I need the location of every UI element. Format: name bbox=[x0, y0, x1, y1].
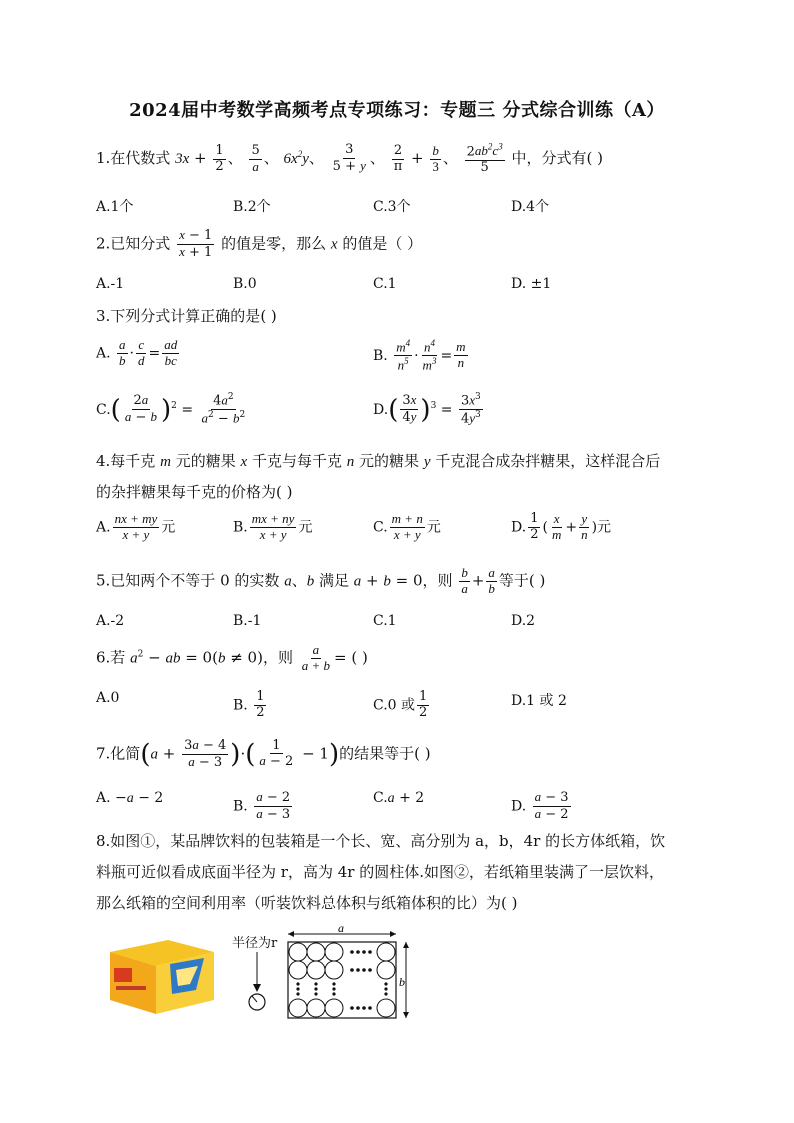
question-4-options bbox=[96, 512, 696, 548]
option-b[interactable]: B. $\frac{1}{2}$ bbox=[233, 689, 265, 720]
label-b: b bbox=[399, 975, 405, 989]
option-b[interactable]: B.-1 bbox=[233, 613, 262, 629]
option-a[interactable]: A.0 bbox=[96, 690, 120, 706]
option-c[interactable]: C.a + 2 bbox=[373, 790, 425, 806]
option-a[interactable]: A.-1 bbox=[96, 276, 125, 292]
question-3-options-ab bbox=[96, 338, 696, 378]
option-b[interactable]: B. $\frac{m^4}{n^5}$ · $\frac{n^4}{m^3}$ = $\frac{m}{n}$ bbox=[373, 338, 466, 373]
question-7-options bbox=[96, 790, 696, 826]
option-a[interactable]: A. −a − 2 bbox=[96, 790, 164, 806]
question-5: 5.已知两个不等于 0 的实数 a、b 满足 a + b = 0，则 $\frac{b}{a}$ + $\frac{a}{b}$ 等于( ) bbox=[96, 565, 546, 596]
option-d[interactable]: D. $\frac{1}{2}$ ( $\frac{x}{m}$ + $\frac{y}{n}$ )元 bbox=[511, 511, 612, 542]
question-2: 2.已知分式 $\frac{x - 1}{x + 1}$ 的值是零，那么 x 的值是（ ） bbox=[96, 227, 423, 260]
option-c[interactable]: C.( $\frac{2a}{a - b}$ )$^2$ = $\frac{4a^2}{a^2 - b^2}$ bbox=[96, 392, 246, 427]
question-8-line-2: 料瓶可近似看成底面半径为 r，高为 4r 的圆柱体.如图②，若纸箱里装满了一层饮料， bbox=[96, 863, 664, 881]
label-a: a bbox=[338, 924, 344, 935]
option-a[interactable]: A.-2 bbox=[96, 613, 125, 629]
question-7: 7.化简(a + $\frac{3a - 4}{a - 3}$ )·( $\frac{1}{a - 2}$ − 1)的结果等于( ) bbox=[96, 737, 431, 770]
radius-circle-figure bbox=[240, 950, 272, 1014]
option-b[interactable]: B.0 bbox=[233, 276, 257, 292]
option-d[interactable]: D.( $\frac{3x}{4y}$ )$^3$ = $\frac{3x^3}{4y^3}$ bbox=[373, 392, 481, 427]
option-c[interactable]: C.1 bbox=[373, 613, 397, 629]
question-1: 1.在代数式 3x + $\frac{1}{2}$ 、 $\frac{5}{a}$ 、 $6x^2y$、 $\frac{3}{5 + y}$ 、 $\frac{2}{\pi}$ + $\frac{b}{3}$ 、 $\frac{2ab^2c^3}{5}$ 中，分式有( ) bbox=[96, 142, 603, 176]
option-b[interactable]: B.2个 bbox=[233, 199, 271, 215]
option-b[interactable]: B. $\frac{mx + ny}{x + y}$ 元 bbox=[233, 511, 313, 542]
page-title: 2024届中考数学高频考点专项练习：专题三 分式综合训练（A） bbox=[129, 100, 665, 121]
question-8-line-3: 那么纸箱的空间利用率（听装饮料总体积与纸箱体积的比）为( ) bbox=[96, 894, 518, 912]
option-a[interactable]: A. $\frac{nx + my}{x + y}$ 元 bbox=[96, 511, 176, 542]
option-d[interactable]: D. ±1 bbox=[511, 276, 552, 292]
question-3-options-cd bbox=[96, 392, 696, 436]
box-top-view-figure bbox=[282, 924, 414, 1024]
option-d[interactable]: D.1 或 2 bbox=[511, 693, 567, 709]
question-6-options bbox=[96, 690, 696, 726]
question-4-line-1: 4.每千克 m 元的糖果 x 千克与每千克 n 元的糖果 y 千克混合成杂拌糖果，这样混合后 bbox=[96, 452, 661, 470]
radius-label: 半径为r bbox=[232, 936, 278, 951]
question-8 bbox=[96, 826, 706, 919]
question-3: 3.下列分式计算正确的是( ) bbox=[96, 307, 277, 325]
question-8-line-1: 8.如图①，某品牌饮料的包装箱是一个长、宽、高分别为 a，b，4r 的长方体纸箱，饮 bbox=[96, 832, 666, 850]
option-c[interactable]: C.1 bbox=[373, 276, 397, 292]
question-4-line-2: 的杂拌糖果每千克的价格为( ) bbox=[96, 483, 293, 501]
option-a[interactable]: A. $\frac{a}{b}$ · $\frac{c}{d}$ = $\frac{ad}{bc}$ bbox=[96, 337, 178, 368]
option-d[interactable]: D.4个 bbox=[511, 199, 550, 215]
option-c[interactable]: C.3个 bbox=[373, 199, 411, 215]
option-c[interactable]: C.0 或 $\frac{1}{2}$ bbox=[373, 689, 428, 720]
drink-box-figure bbox=[100, 934, 220, 1020]
option-c[interactable]: C. $\frac{m + n}{x + y}$ 元 bbox=[373, 511, 441, 542]
option-d[interactable]: D. $\frac{a - 3}{a - 2}$ bbox=[511, 789, 569, 822]
question-6: 6.若 $a^2$ − ab = 0(b ≠ 0)，则 $\frac{a}{a + b}$ = ( ) bbox=[96, 642, 368, 673]
option-a[interactable]: A.1个 bbox=[96, 199, 134, 215]
option-b[interactable]: B. $\frac{a - 2}{a - 3}$ bbox=[233, 789, 291, 822]
option-d[interactable]: D.2 bbox=[511, 613, 536, 629]
